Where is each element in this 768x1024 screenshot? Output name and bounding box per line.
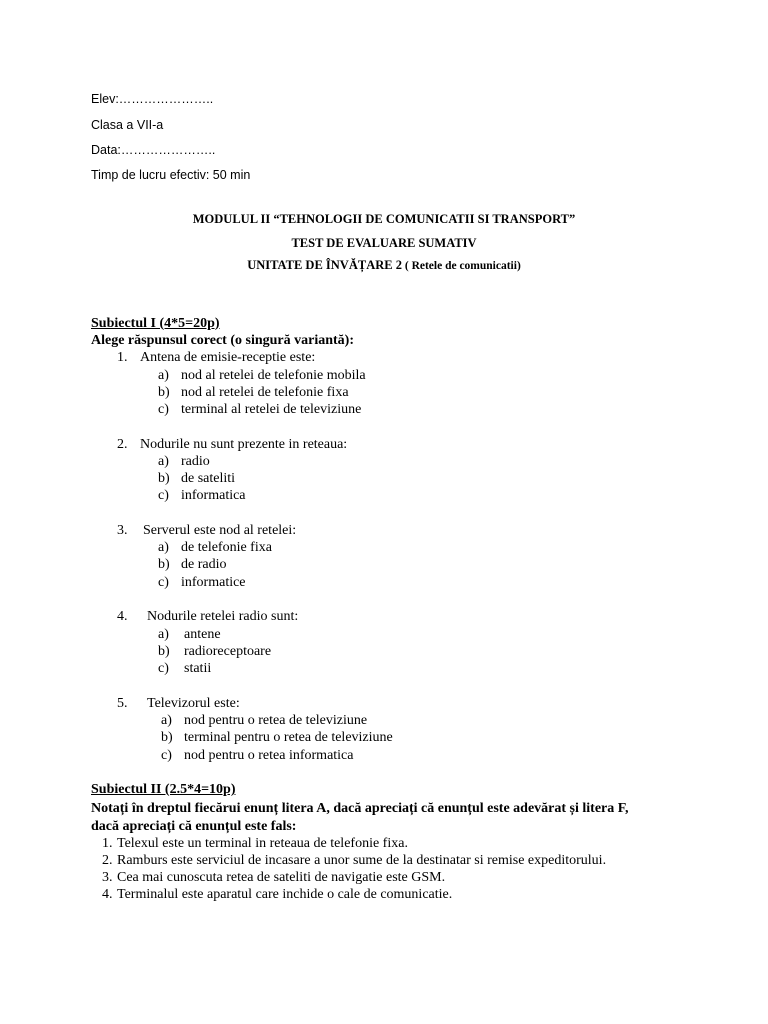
working-time-line: Timp de lucru efectiv: 50 min (91, 168, 251, 182)
module-title: MODULUL II “TEHNOLOGII DE COMUNICATII SI TRANSPORT” (192, 212, 576, 226)
option-letter: c) (161, 748, 172, 763)
option-text: radio (181, 454, 210, 469)
option-text: terminal al retelei de televiziune (181, 402, 362, 417)
unit-title-main: UNITATE DE ÎNVĂȚARE 2 (247, 258, 402, 272)
option-letter: a) (158, 540, 169, 555)
statement-text: Cea mai cunoscuta retea de sateliti de navigatie este GSM. (117, 870, 446, 885)
option-text: radioreceptoare (184, 644, 272, 659)
option-letter: a) (158, 627, 169, 642)
option-text: nod al retelei de telefonie fixa (181, 385, 349, 400)
option-letter: b) (158, 557, 170, 572)
unit-title-sub: ( Retele de comunicatii) (401, 260, 521, 272)
option-text: de radio (181, 557, 227, 572)
option-letter: a) (161, 713, 172, 728)
option-letter: c) (158, 575, 169, 590)
option-letter: b) (158, 471, 170, 486)
question-number: 4. (117, 609, 128, 624)
option-text: terminal pentru o retea de televiziune (184, 730, 393, 745)
option-text: de telefonie fixa (181, 540, 272, 555)
option-letter: c) (158, 402, 169, 417)
question-number: 3. (117, 523, 128, 538)
section2-instruction-line1: Notați în dreptul fiecărui enunț litera A, dacă apreciați că enunțul este adevărat și litera F, (91, 801, 629, 816)
question-number: 1. (117, 350, 128, 365)
class-line: Clasa a VII-a (91, 118, 164, 132)
section2-heading: Subiectul II (2.5*4=10p) (91, 782, 236, 797)
test-title: TEST DE EVALUARE SUMATIV (291, 236, 477, 250)
option-letter: b) (161, 730, 173, 745)
option-text: informatice (181, 575, 246, 590)
unit-title (0, 258, 768, 273)
option-text: antene (184, 627, 221, 642)
option-letter: a) (158, 454, 169, 469)
question-text: Nodurile nu sunt prezente in reteaua: (140, 437, 348, 452)
statement-text: Terminalul este aparatul care inchide o cale de comunicatie. (117, 887, 453, 902)
statement-number: 2. (102, 853, 113, 868)
question-number: 5. (117, 696, 128, 711)
statement-text: Ramburs este serviciul de incasare a unor sume de la destinatar si remise expeditorului. (117, 853, 607, 868)
question-text: Nodurile retelei radio sunt: (147, 609, 299, 624)
statement-text: Telexul este un terminal in reteaua de telefonie fixa. (117, 836, 408, 851)
option-letter: a) (158, 368, 169, 383)
option-text: nod pentru o retea informatica (184, 748, 354, 763)
statement-number: 3. (102, 870, 113, 885)
section1-heading: Subiectul I (4*5=20p) (91, 316, 220, 331)
date-line: Data:………………….. (91, 143, 216, 157)
question-text: Antena de emisie-receptie este: (140, 350, 316, 365)
question-number: 2. (117, 437, 128, 452)
option-text: nod pentru o retea de televiziune (184, 713, 368, 728)
section2-instruction-line2: dacă apreciați că enunțul este fals: (91, 819, 297, 834)
statement-number: 4. (102, 887, 113, 902)
question-text: Televizorul este: (147, 696, 240, 711)
section1-instruction: Alege răspunsul corect (o singură variantă): (91, 333, 354, 348)
option-text: statii (184, 661, 212, 676)
question-text: Serverul este nod al retelei: (143, 523, 297, 538)
option-text: nod al retelei de telefonie mobila (181, 368, 366, 383)
statement-number: 1. (102, 836, 113, 851)
option-text: de sateliti (181, 471, 236, 486)
option-letter: c) (158, 488, 169, 503)
student-name-line: Elev:………………….. (91, 92, 214, 106)
option-text: informatica (181, 488, 246, 503)
option-letter: b) (158, 385, 170, 400)
option-letter: b) (158, 644, 170, 659)
option-letter: c) (158, 661, 169, 676)
